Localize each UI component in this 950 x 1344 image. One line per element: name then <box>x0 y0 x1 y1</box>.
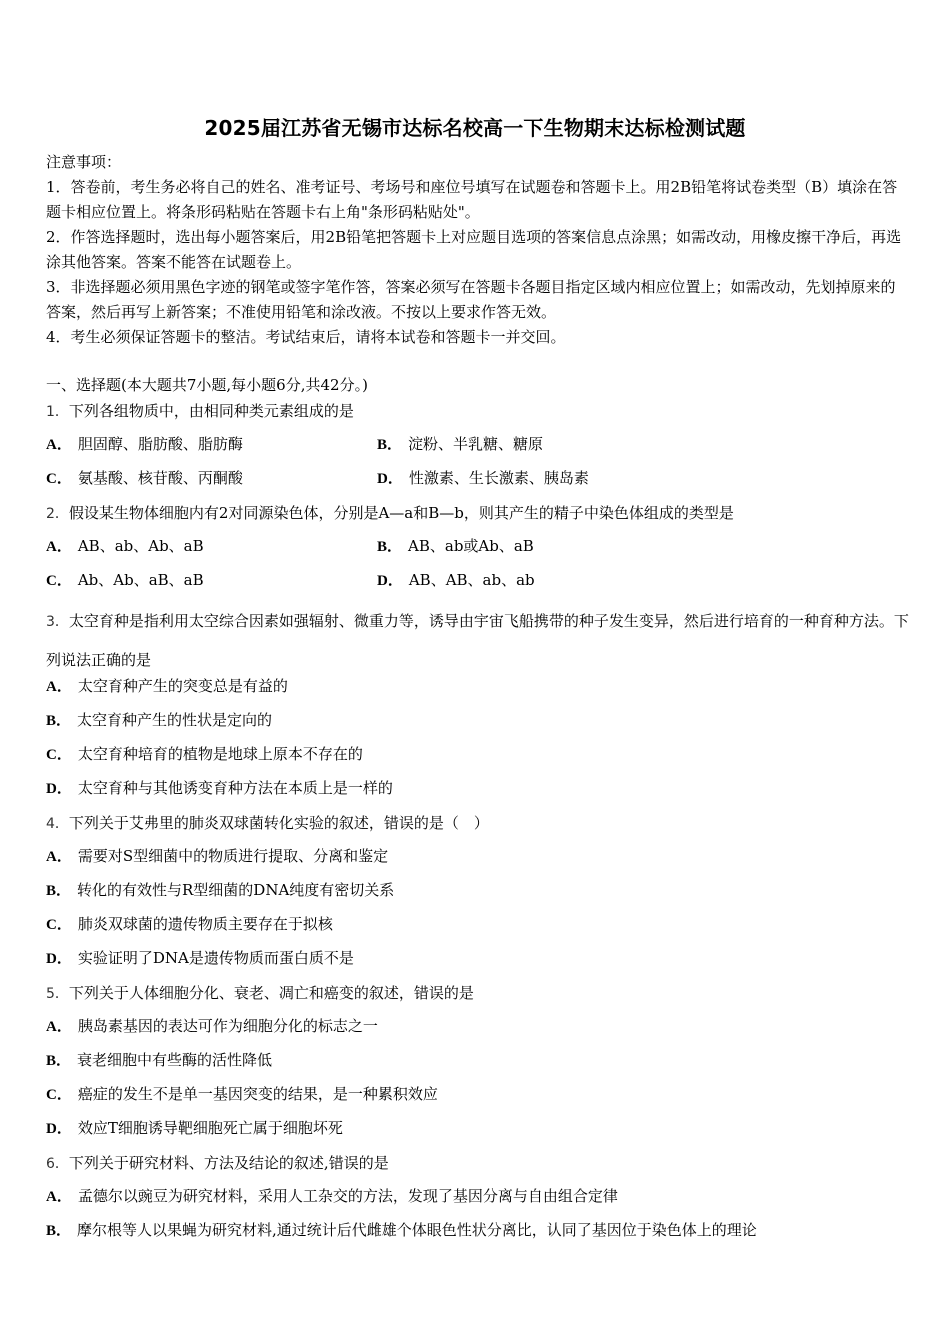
notice-item: 4．考生必须保证答题卡的整洁。考试结束后，请将本试卷和答题卡一并交回。 <box>46 328 566 346</box>
option-letter: B． <box>46 1053 72 1069</box>
option-text: 需要对S型细菌中的物质进行提取、分离和鉴定 <box>77 847 389 865</box>
option-text: 效应T细胞诱导靶细胞死亡属于细胞坏死 <box>77 1119 343 1137</box>
option <box>377 467 589 488</box>
question-number: 4． <box>46 816 69 832</box>
option-text: 淀粉、半乳糖、糖原 <box>408 435 544 453</box>
option <box>46 879 394 900</box>
option-text: AB、AB、ab、ab <box>408 571 535 589</box>
question-text: 下列关于人体细胞分化、衰老、凋亡和癌变的叙述，错误的是 <box>68 984 474 1002</box>
option-letter: B． <box>377 437 403 453</box>
option-text: 氨基酸、核苷酸、丙酮酸 <box>77 469 243 487</box>
question-stem <box>46 811 910 836</box>
question-number: 2． <box>46 506 69 522</box>
option-letter: A． <box>46 849 72 865</box>
option <box>46 777 393 798</box>
question-stem <box>46 602 910 679</box>
option <box>46 433 243 454</box>
option-text: 性激素、生长激素、胰岛素 <box>408 469 589 487</box>
option-letter: C． <box>46 1087 72 1103</box>
option-letter: C． <box>46 917 72 933</box>
option <box>46 1015 378 1036</box>
option-letter: C． <box>46 471 72 487</box>
option <box>46 947 354 968</box>
option <box>46 535 204 556</box>
option-letter: B． <box>46 883 72 899</box>
notice-item: 3．非选择题必须用黑色字迹的钢笔或签字笔作答，答案必须写在答题卡各题目指定区域内相应位置上；如需改动，先划掉原来的答案，然后再写上新答案；不准使用铅笔和涂改液。不按以上要求作答无效。 <box>46 278 896 321</box>
option-text: 肺炎双球菌的遗传物质主要存在于拟核 <box>77 915 333 933</box>
question-stem <box>46 399 910 424</box>
option <box>46 1083 438 1104</box>
option-text: 孟德尔以豌豆为研究材料，采用人工杂交的方法，发现了基因分离与自由组合定律 <box>77 1187 618 1205</box>
question-stem <box>46 1151 910 1176</box>
option-text: 转化的有效性与R型细菌的DNA纯度有密切关系 <box>77 881 395 899</box>
option-text: 实验证明了DNA是遗传物质而蛋白质不是 <box>77 949 354 967</box>
option <box>46 675 288 696</box>
option-letter: A． <box>46 1019 72 1035</box>
option-letter: D． <box>377 573 403 589</box>
question-text: 太空育种是指利用太空综合因素如强辐射、微重力等，诱导由宇宙飞船携带的种子发生变异，然后进行培育的一种育种方法。下列说法正确的是 <box>46 612 909 669</box>
option <box>46 709 272 730</box>
option-text: 胰岛素基因的表达可作为细胞分化的标志之一 <box>77 1017 378 1035</box>
question-text: 下列关于艾弗里的肺炎双球菌转化实验的叙述，错误的是（ ） <box>68 814 489 832</box>
question-number: 6． <box>46 1156 69 1172</box>
option-letter: B． <box>46 713 72 729</box>
option <box>46 845 388 866</box>
option <box>46 913 333 934</box>
option-text: 摩尔根等人以果蝇为研究材料,通过统计后代雌雄个体眼色性状分离比，认同了基因位于染色体上的理论 <box>77 1221 757 1239</box>
option-letter: B． <box>46 1223 72 1239</box>
question-number: 3． <box>46 614 69 630</box>
option-text: 太空育种产生的突变总是有益的 <box>77 677 288 695</box>
option-text: 胆固醇、脂肪酸、脂肪酶 <box>77 435 243 453</box>
option <box>46 1049 272 1070</box>
option-letter: B． <box>377 539 403 555</box>
question-text: 假设某生物体细胞内有2对同源染色体，分别是A—a和B—b，则其产生的精子中染色体组成的类型是 <box>68 504 734 522</box>
question-text: 下列各组物质中，由相同种类元素组成的是 <box>68 402 354 420</box>
option-letter: D． <box>46 1121 72 1137</box>
option-letter: C． <box>46 747 72 763</box>
question-text: 下列关于研究材料、方法及结论的叙述,错误的是 <box>68 1154 389 1172</box>
option-text: Ab、Ab、aB、aB <box>77 571 204 589</box>
option <box>377 569 535 590</box>
option-text: 衰老细胞中有些酶的活性降低 <box>77 1051 273 1069</box>
section-heading: 一、选择题(本大题共7小题,每小题6分,共42分。) <box>46 376 368 394</box>
option-letter: A． <box>46 1189 72 1205</box>
option <box>377 433 543 454</box>
option <box>46 569 204 590</box>
option-text: 太空育种培育的植物是地球上原本不存在的 <box>77 745 363 763</box>
option-text: AB、ab或Ab、aB <box>408 537 534 555</box>
option <box>377 535 534 556</box>
option <box>46 1185 618 1206</box>
question-stem <box>46 501 910 526</box>
option-text: AB、ab、Ab、aB <box>77 537 204 555</box>
option <box>46 467 243 488</box>
option-text: 太空育种产生的性状是定向的 <box>77 711 273 729</box>
notice-item: 1．答卷前，考生务必将自己的姓名、准考证号、考场号和座位号填写在试题卷和答题卡上。用2B铅笔将试卷类型（B）填涂在答题卡相应位置上。将条形码粘贴在答题卡右上角"条形码粘贴处"。 <box>46 178 898 221</box>
option-letter: A． <box>46 437 72 453</box>
option-text: 癌症的发生不是单一基因突变的结果，是一种累积效应 <box>77 1085 438 1103</box>
option-letter: A． <box>46 679 72 695</box>
notice-block <box>46 150 906 350</box>
option-letter: D． <box>46 781 72 797</box>
option <box>46 1219 757 1240</box>
notice-item: 2．作答选择题时，选出每小题答案后，用2B铅笔把答题卡上对应题目选项的答案信息点涂黑；如需改动，用橡皮擦干净后，再选涂其他答案。答案不能答在试题卷上。 <box>46 228 902 271</box>
question-number: 1． <box>46 404 69 420</box>
option-letter: C． <box>46 573 72 589</box>
option-letter: D． <box>46 951 72 967</box>
question-number: 5． <box>46 986 69 1002</box>
notice-heading: 注意事项： <box>46 153 122 171</box>
option-text: 太空育种与其他诱变育种方法在本质上是一样的 <box>77 779 393 797</box>
question-stem <box>46 981 910 1006</box>
option-letter: D． <box>377 471 403 487</box>
page-title: 2025届江苏省无锡市达标名校高一下生物期末达标检测试题 <box>204 116 746 140</box>
option <box>46 1117 343 1138</box>
option-letter: A． <box>46 539 72 555</box>
option <box>46 743 363 764</box>
